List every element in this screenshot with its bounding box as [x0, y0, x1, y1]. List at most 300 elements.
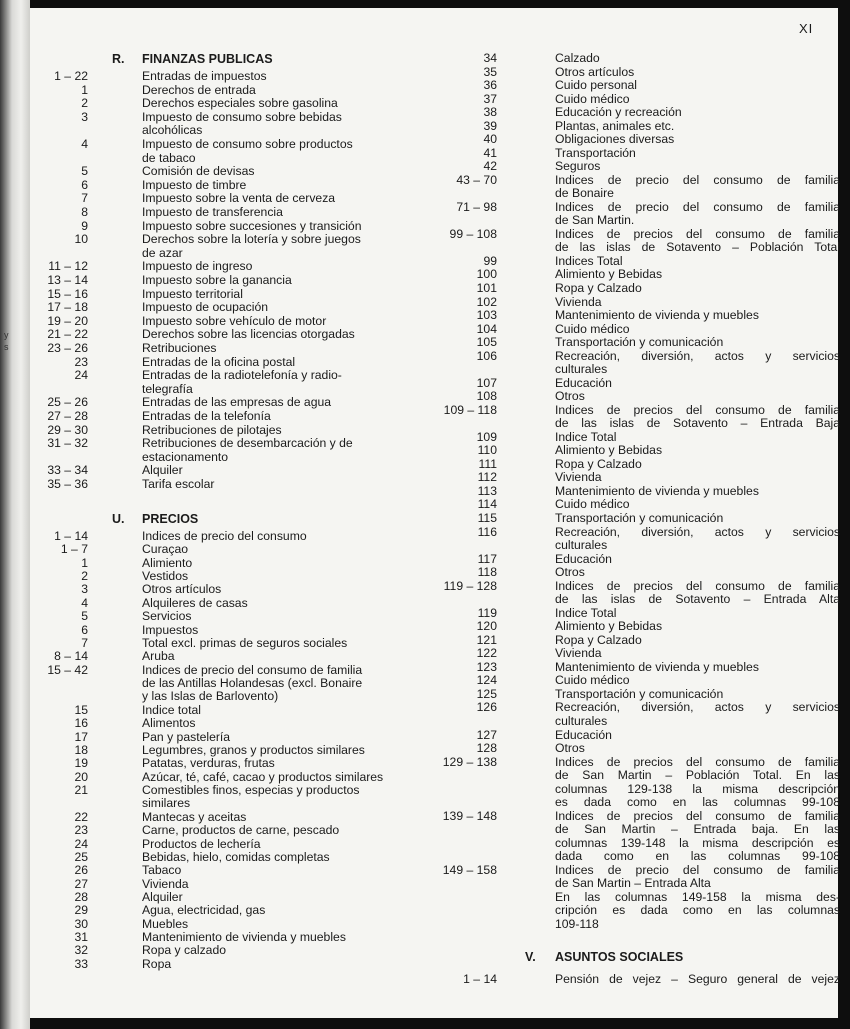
column-description: Educación	[555, 727, 612, 742]
column-number: 26	[74, 863, 88, 878]
column-number: 32	[74, 943, 88, 958]
column-number	[30, 451, 88, 464]
column-number: 15 – 16	[47, 286, 88, 301]
column-number: 36	[483, 78, 497, 93]
column-description: cripción es dada como en las columnas	[555, 903, 840, 918]
column-number: 1 – 7	[60, 542, 88, 557]
section-title: PRECIOS	[142, 512, 199, 526]
column-description: Pan y pastelería	[142, 729, 231, 744]
column-description: Cuido médico	[555, 673, 630, 688]
index-row	[430, 850, 840, 863]
column-number: 103	[476, 308, 497, 323]
column-description: Transportación	[555, 145, 636, 160]
column-description: culturales	[555, 362, 608, 377]
column-description: Otros	[555, 389, 585, 404]
column-description: Otros	[555, 741, 585, 756]
index-row	[430, 891, 840, 904]
column-number: 1 – 14	[463, 972, 497, 986]
column-description: estacionamento	[142, 449, 229, 464]
column-description: columnas 129-138 la misma descripción	[555, 781, 840, 796]
index-row	[430, 66, 840, 79]
column-number: 21 – 22	[47, 327, 88, 342]
index-row	[430, 93, 840, 106]
index-row	[430, 404, 840, 417]
column-description: Recreación, diversión, actos y servicios	[555, 348, 840, 363]
column-number: 18	[74, 742, 88, 757]
column-description: Impuesto de transferencia	[142, 205, 283, 219]
column-description: Azúcar, té, café, cacao y productos similares	[142, 769, 384, 784]
index-row	[430, 904, 840, 917]
column-number	[430, 769, 497, 782]
column-number	[430, 715, 497, 728]
index-row	[30, 851, 450, 864]
index-row	[30, 138, 450, 151]
column-description: dada como en las columnas 99-108	[555, 849, 840, 864]
column-number: 23	[74, 823, 88, 838]
column-description: Indices de precio del consumo de familia	[555, 862, 840, 877]
column-description: de Bonaire	[555, 186, 614, 201]
index-row	[30, 260, 450, 273]
column-number	[430, 837, 497, 850]
column-number: 8	[81, 205, 88, 219]
column-description: Entradas de la oficina postal	[142, 354, 296, 369]
index-row	[430, 350, 840, 363]
index-row	[430, 160, 840, 173]
index-row	[430, 133, 840, 146]
column-number: 122	[476, 646, 497, 661]
column-description: Ropa y calzado	[142, 943, 227, 958]
column-description: Legumbres, granos y productos similares	[142, 742, 365, 757]
column-description: Indices de precios del consumo de familia	[555, 226, 840, 241]
column-description: telegrafía	[142, 381, 193, 396]
column-description: Indices de precios del consumo de familia	[555, 754, 840, 769]
column-description: Otros artículos	[142, 582, 222, 597]
column-description: Mantenimiento de vivienda y muebles	[142, 930, 346, 945]
column-number: 33 – 34	[47, 463, 88, 478]
column-description: es dada como en las columnas 99-108	[555, 795, 840, 810]
column-number: 108	[476, 389, 497, 404]
index-row	[30, 383, 450, 396]
column-number: 128	[476, 741, 497, 756]
column-description: Cuido personal	[555, 78, 637, 93]
index-row	[30, 464, 450, 477]
column-description: Impuestos	[142, 622, 199, 637]
index-row	[430, 729, 840, 742]
index-row	[30, 396, 450, 409]
index-row	[430, 512, 840, 525]
column-number: 105	[476, 335, 497, 350]
index-row	[430, 620, 840, 633]
book-spine	[0, 0, 30, 1029]
index-row	[430, 268, 840, 281]
column-number: 139 – 148	[442, 808, 497, 823]
index-row	[30, 597, 450, 610]
index-row	[430, 377, 840, 390]
column-number: 115	[477, 511, 497, 526]
column-number	[430, 214, 497, 227]
column-description: Carne, productos de carne, pescado	[142, 823, 340, 838]
column-number: 10	[74, 232, 88, 247]
column-description: Alimiento y Bebidas	[555, 267, 663, 282]
index-row	[430, 580, 840, 593]
column-number: 29 – 30	[47, 422, 88, 437]
column-description: de San Martin – Entrada baja. En las	[555, 822, 840, 837]
column-description: Vivienda	[555, 646, 602, 661]
index-row	[30, 192, 450, 205]
column-description: Indices de precios del consumo de familia	[555, 808, 840, 823]
column-number: 104	[476, 321, 497, 336]
index-row	[430, 106, 840, 119]
column-description: Educación	[555, 375, 612, 390]
index-row	[30, 838, 450, 851]
index-row	[430, 417, 840, 430]
column-description: Tabaco	[142, 863, 182, 878]
column-description: Curaçao	[142, 542, 189, 557]
column-number: 40	[483, 132, 497, 147]
column-number: 35 – 36	[47, 477, 88, 491]
column-description: Transportación y comunicación	[555, 686, 724, 701]
column-number	[30, 152, 88, 165]
index-row	[430, 363, 840, 376]
column-number: 3	[81, 109, 88, 124]
column-number	[430, 187, 497, 200]
column-description: de las Antillas Holandesas (excl. Bonaire	[142, 676, 363, 691]
index-row	[430, 756, 840, 769]
index-row	[30, 904, 450, 917]
column-description: Otros artículos	[555, 64, 635, 79]
column-description: de San Martin – Población Total. En las	[555, 768, 840, 783]
column-number: 24	[74, 836, 88, 851]
index-row	[430, 228, 840, 241]
index-row	[430, 769, 840, 782]
index-row	[30, 410, 450, 423]
column-description: Agua, electricidad, gas	[142, 903, 266, 918]
column-number: 124	[476, 673, 497, 688]
column-number: 33	[74, 956, 88, 971]
column-description: Impuesto sobre la venta de cerveza	[142, 191, 336, 206]
column-number: 39	[483, 118, 497, 133]
index-row	[30, 878, 450, 891]
column-description: Servicios	[142, 609, 192, 624]
column-description: Derechos sobre las licencias otorgadas	[142, 327, 355, 342]
section-heading-v	[525, 950, 683, 964]
column-number: 43 – 70	[456, 172, 497, 187]
column-description: Recreación, diversión, actos y servicios	[555, 700, 840, 715]
column-description: Indices de precios del consumo de familia	[555, 402, 840, 417]
index-row	[30, 931, 450, 944]
index-row	[30, 111, 450, 124]
column-number: 4	[81, 137, 88, 151]
column-number: 112	[477, 470, 497, 485]
index-row	[430, 187, 840, 200]
column-number: 116	[477, 524, 497, 539]
index-row	[30, 757, 450, 770]
column-number	[430, 850, 497, 863]
column-description: Mantecas y aceitas	[142, 809, 247, 824]
index-row	[430, 485, 840, 498]
index-row	[30, 650, 450, 663]
column-description: Seguros	[555, 159, 601, 174]
column-description: Mantenimiento de vivienda y muebles	[555, 659, 759, 674]
index-row	[430, 52, 840, 65]
column-description: Alimentos	[142, 716, 196, 731]
column-number: 17 – 18	[47, 300, 88, 315]
column-description: Calzado	[555, 51, 600, 65]
section-heading-u	[112, 512, 198, 526]
index-row	[30, 424, 450, 437]
column-number	[430, 918, 497, 931]
column-number	[430, 877, 497, 890]
column-number: 129 – 138	[442, 754, 497, 769]
index-row	[430, 593, 840, 606]
index-row	[430, 458, 840, 471]
column-description: Ropa	[142, 956, 172, 971]
index-row	[430, 837, 840, 850]
column-description: Impuesto sobre succesiones y transición	[142, 218, 362, 233]
column-number: 7	[81, 191, 88, 206]
column-description: Impuesto sobre vehículo de motor	[142, 313, 327, 328]
column-description: de las islas de Sotavento – Población Total	[555, 240, 840, 255]
column-number: 25 – 26	[47, 395, 88, 410]
column-description: 109-118	[555, 916, 599, 931]
column-number: 120	[476, 619, 497, 634]
column-number	[30, 383, 88, 396]
column-number: 99	[483, 253, 497, 268]
column-number: 41	[483, 145, 497, 160]
column-number: 30	[74, 916, 88, 931]
column-number	[30, 797, 88, 810]
column-description: Impuesto de consumo sobre bebidas	[142, 109, 342, 124]
column-number: 119	[477, 605, 497, 620]
column-number: 9	[81, 218, 88, 233]
index-row	[30, 690, 450, 703]
index-row	[30, 610, 450, 623]
column-number: 1 – 14	[54, 529, 88, 543]
column-number	[430, 539, 497, 552]
column-description: Alimiento y Bebidas	[555, 619, 663, 634]
column-number	[30, 124, 88, 137]
index-row	[430, 973, 840, 986]
index-row	[30, 206, 450, 219]
column-description: Mantenimiento de vivienda y muebles	[555, 483, 759, 498]
column-description: Productos de lechería	[142, 836, 261, 851]
index-row	[30, 543, 450, 556]
column-description: Ropa y Calzado	[555, 632, 642, 647]
index-row	[30, 233, 450, 246]
column-description: Vivienda	[555, 470, 602, 485]
column-description: Impuesto de consumo sobre productos	[142, 137, 353, 151]
column-number: 20	[74, 769, 88, 784]
column-number	[30, 677, 88, 690]
column-number	[430, 417, 497, 430]
column-description: Alquileres de casas	[142, 595, 248, 610]
column-description: Educación y recreación	[555, 105, 682, 120]
column-description: de San Martin – Entrada Alta	[555, 876, 711, 891]
column-number: 2	[81, 569, 88, 584]
index-row	[30, 944, 450, 957]
column-description: Plantas, animales etc.	[555, 118, 675, 133]
column-number: 16	[74, 716, 88, 731]
section-title: FINANZAS PUBLICAS	[142, 52, 273, 66]
index-row	[430, 255, 840, 268]
index-row	[430, 323, 840, 336]
column-number	[430, 904, 497, 917]
index-row	[30, 557, 450, 570]
index-row	[30, 530, 450, 543]
section-letter: U.	[112, 512, 125, 526]
section-title: ASUNTOS SOCIALES	[555, 950, 684, 964]
column-number: 101	[476, 281, 497, 295]
column-description: Transportación y comunicación	[555, 511, 724, 526]
column-number	[430, 363, 497, 376]
column-number	[430, 241, 497, 254]
column-description: Entradas de la radiotelefonía y radio-	[142, 368, 342, 383]
column-description: Mantenimiento de vivienda y muebles	[555, 308, 759, 323]
column-description: Vestidos	[142, 569, 189, 584]
column-number: 117	[477, 551, 497, 566]
index-row	[30, 369, 450, 382]
column-number: 2	[81, 96, 88, 111]
column-number: 100	[476, 267, 497, 282]
column-number: 118	[477, 565, 497, 580]
column-number: 23	[74, 354, 88, 369]
column-description: Indices de precio del consumo de familia	[142, 662, 363, 677]
column-number: 38	[483, 105, 497, 120]
index-row	[430, 120, 840, 133]
column-description: Indices de precio del consumo	[142, 529, 307, 543]
index-row	[30, 124, 450, 137]
index-row	[430, 79, 840, 92]
column-description: Total excl. primas de seguros sociales	[142, 635, 348, 650]
index-row	[30, 247, 450, 260]
index-row	[430, 634, 840, 647]
column-number	[430, 823, 497, 836]
column-number: 11 – 12	[48, 259, 88, 274]
column-number: 125	[476, 686, 497, 701]
column-description: Indices de precio del consumo de familia	[555, 172, 840, 187]
column-description: de las islas de Sotavento – Entrada Baja	[555, 416, 840, 431]
index-row	[430, 607, 840, 620]
column-number: 149 – 158	[442, 862, 497, 877]
column-number: 119 – 128	[443, 578, 497, 593]
column-description: columnas 139-148 la misma descripción es	[555, 835, 840, 850]
column-number: 27 – 28	[47, 409, 88, 423]
column-description: Alimiento	[142, 555, 193, 570]
index-row	[30, 70, 450, 83]
column-description: Transportación y comunicación	[555, 335, 724, 350]
index-row	[430, 715, 840, 728]
column-number: 6	[81, 177, 88, 192]
column-number: 7	[81, 635, 88, 650]
column-number: 106	[476, 348, 497, 363]
index-row	[430, 877, 840, 890]
column-number	[430, 796, 497, 809]
index-row	[30, 637, 450, 650]
section-letter: V.	[525, 950, 536, 964]
index-row	[430, 783, 840, 796]
index-row	[30, 864, 450, 877]
column-description: Impuesto territorial	[142, 286, 243, 301]
column-description: Indices de precio del consumo de familia	[555, 199, 840, 214]
index-row	[430, 647, 840, 660]
index-row	[430, 688, 840, 701]
column-number: 8 – 14	[54, 649, 88, 664]
index-row	[430, 539, 840, 552]
column-number	[30, 247, 88, 260]
column-number: 15	[74, 702, 88, 717]
column-description: Educación	[555, 551, 612, 566]
index-row	[30, 570, 450, 583]
index-row	[430, 471, 840, 484]
column-number: 3	[81, 582, 88, 597]
column-description: alcohólicas	[142, 123, 203, 138]
column-number: 29	[74, 903, 88, 918]
index-row	[30, 315, 450, 328]
index-row	[30, 274, 450, 287]
index-row	[30, 165, 450, 178]
index-row	[30, 731, 450, 744]
column-number: 127	[476, 727, 497, 742]
column-number: 23 – 26	[47, 341, 88, 355]
column-description: Comisión de devisas	[142, 164, 255, 179]
index-row	[430, 701, 840, 714]
index-row	[30, 179, 450, 192]
column-description: Vivienda	[555, 294, 602, 309]
column-description: Entradas de impuestos	[142, 69, 267, 83]
index-row	[430, 810, 840, 823]
column-number: 22	[74, 809, 88, 824]
column-number: 1	[81, 555, 88, 570]
index-row	[30, 342, 450, 355]
column-description: Vivienda	[142, 876, 189, 891]
column-number: 121	[476, 632, 497, 647]
column-number: 37	[483, 91, 497, 106]
index-row	[430, 823, 840, 836]
column-number: 17	[74, 729, 88, 744]
column-description: Impuesto de ingreso	[142, 259, 253, 274]
index-row	[30, 328, 450, 341]
index-row	[430, 742, 840, 755]
column-description: Entradas de la telefonía	[142, 409, 271, 423]
column-number: 107	[476, 375, 497, 390]
column-description: Otros	[555, 565, 585, 580]
column-description: Alquiler	[142, 889, 183, 904]
column-description: Entradas de las empresas de agua	[142, 395, 332, 410]
index-row	[30, 152, 450, 165]
column-description: de azar	[142, 245, 183, 260]
index-row	[30, 797, 450, 810]
column-number: 27	[74, 876, 88, 891]
column-number: 109 – 118	[443, 402, 497, 417]
column-number: 114	[477, 497, 497, 512]
column-number: 19	[74, 756, 88, 771]
column-number: 15 – 42	[47, 662, 88, 677]
column-number: 13 – 14	[47, 273, 88, 287]
column-description: Indice total	[142, 702, 201, 717]
index-row	[430, 336, 840, 349]
column-number: 71 – 98	[456, 199, 497, 214]
index-row	[430, 674, 840, 687]
column-number: 5	[81, 609, 88, 624]
index-row	[30, 84, 450, 97]
column-description: Recreación, diversión, actos y servicios	[555, 524, 840, 539]
column-description: Retribuciones	[142, 341, 217, 355]
index-row	[430, 241, 840, 254]
column-description: Obligaciones diversas	[555, 132, 675, 147]
column-description: Tarifa escolar	[142, 477, 215, 491]
index-row	[430, 390, 840, 403]
index-row	[30, 97, 450, 110]
